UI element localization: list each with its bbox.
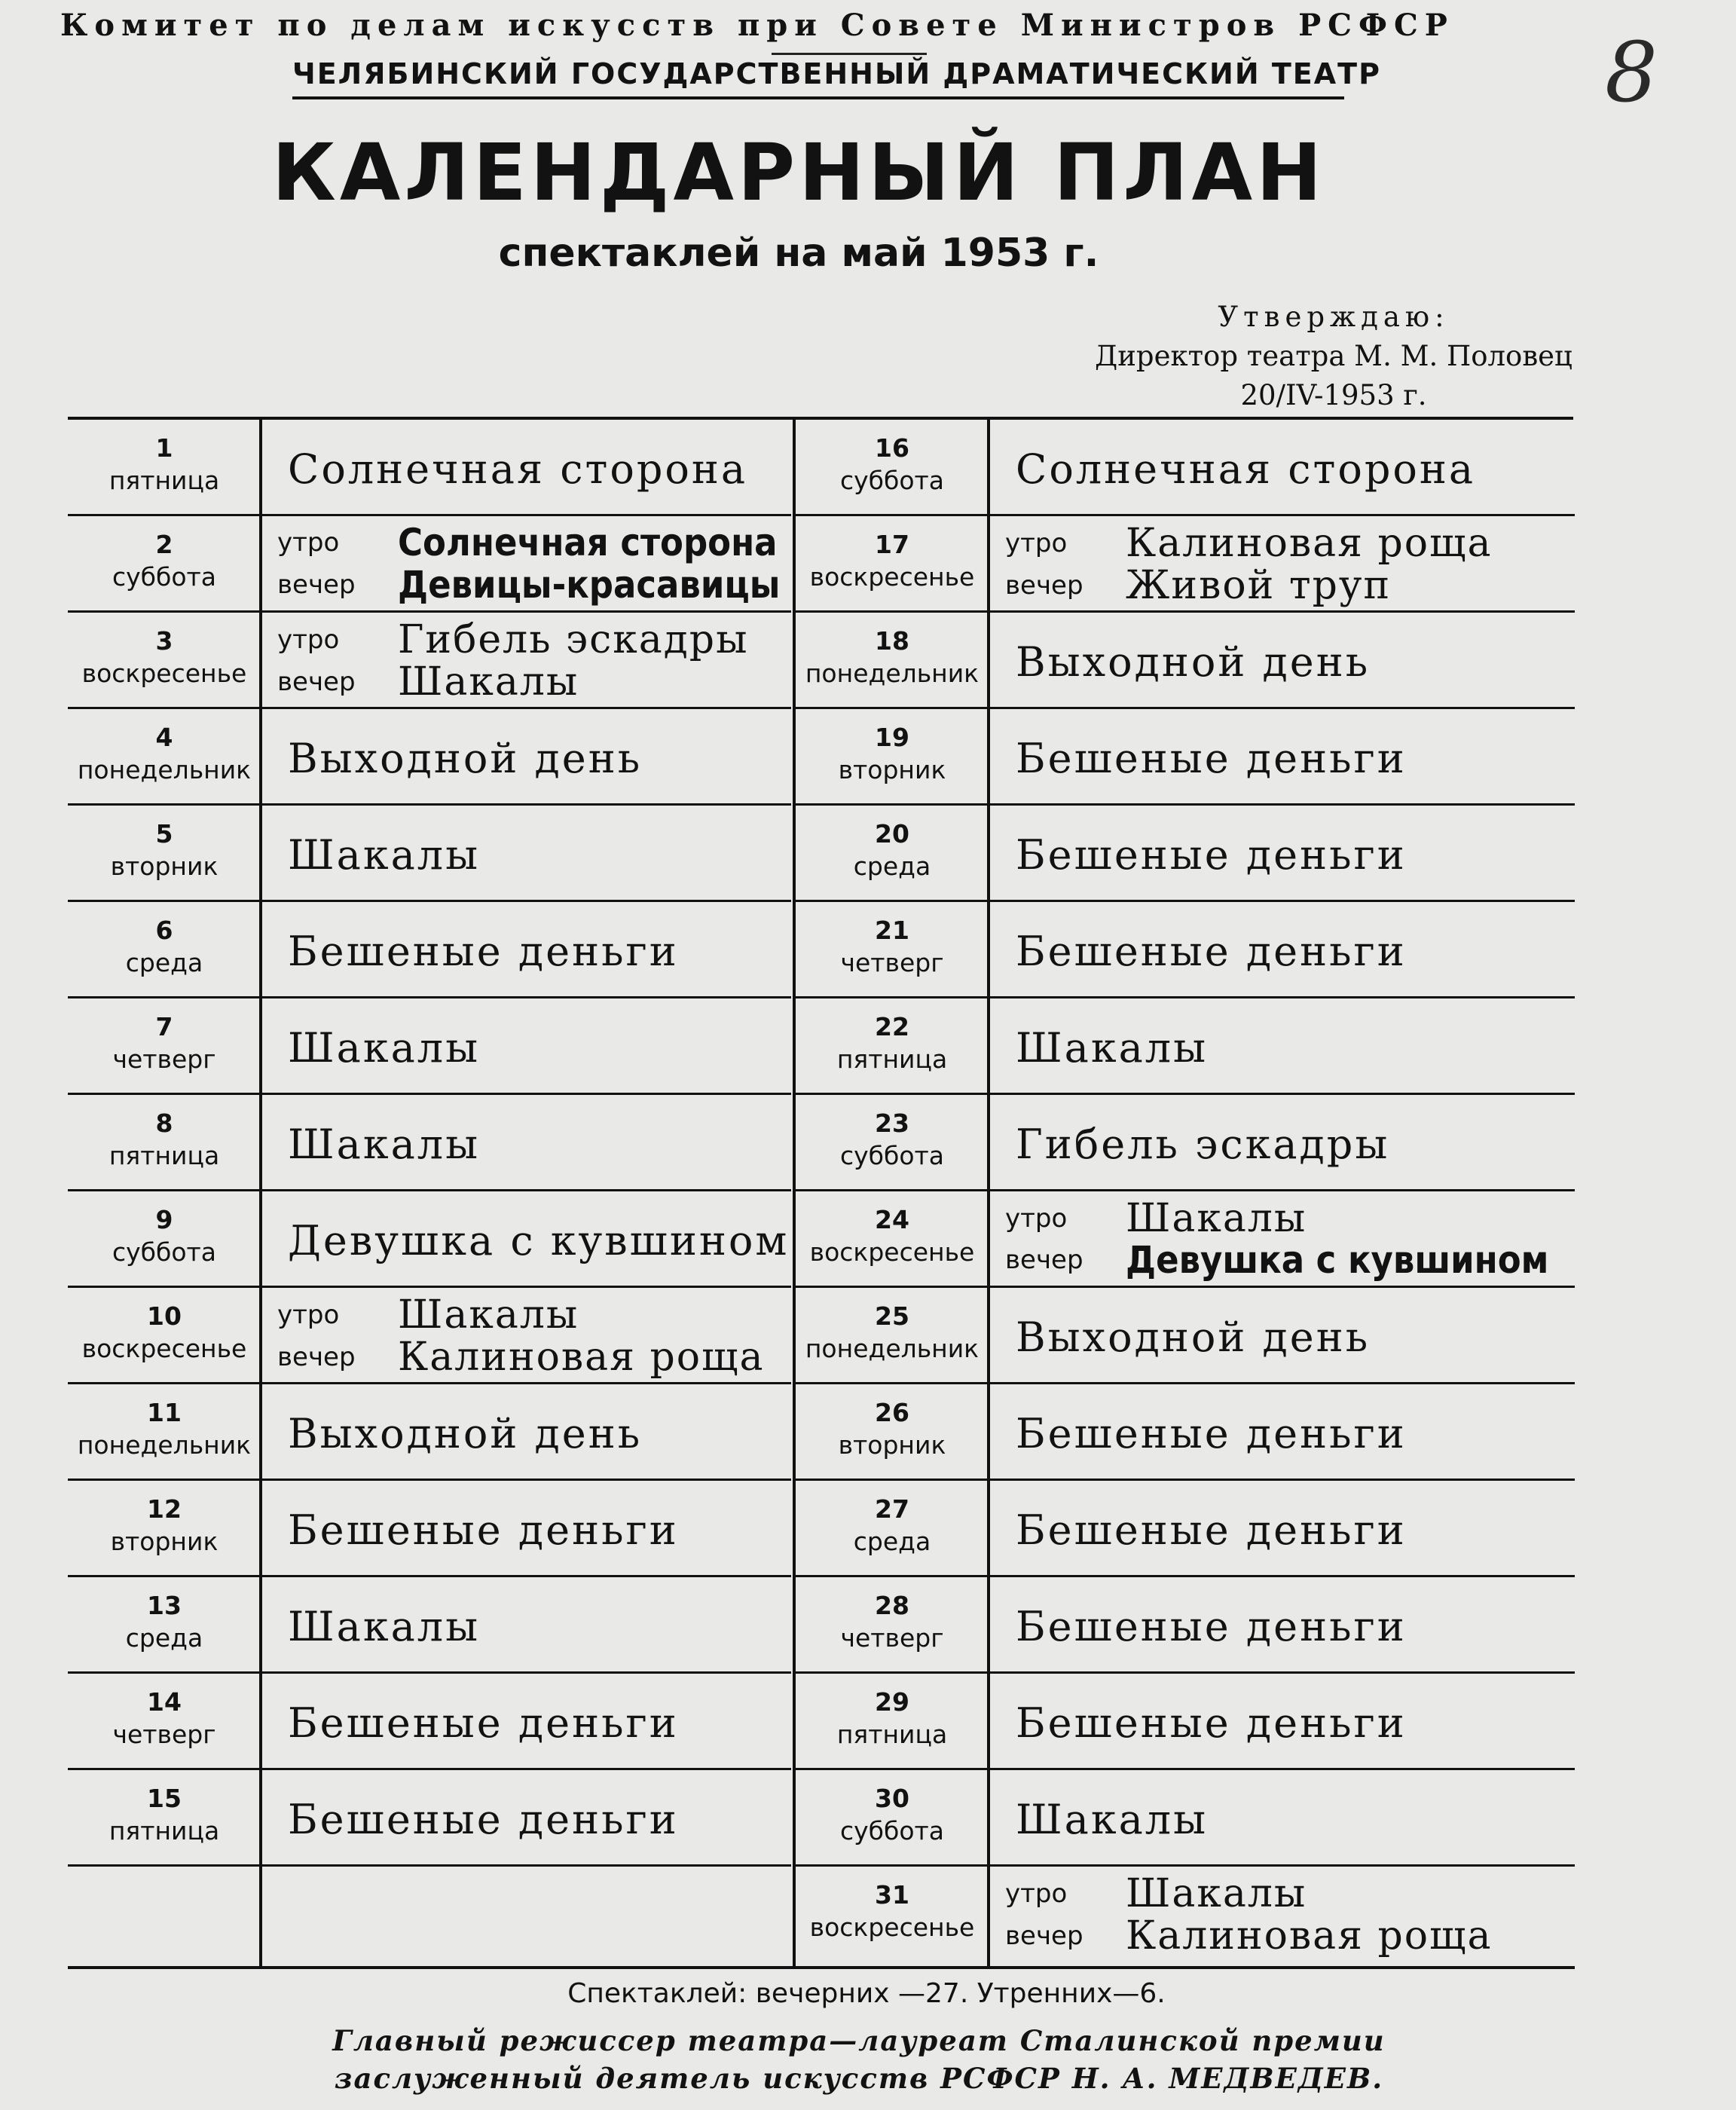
day-cell bbox=[796, 420, 989, 516]
morning-performance-title: Шакалы bbox=[1126, 1871, 1307, 1916]
performance-title: Выходной день bbox=[1016, 638, 1371, 686]
morning-performance-title: Шакалы bbox=[1126, 1196, 1307, 1241]
schedule-column-right bbox=[796, 420, 1575, 1963]
weekday: вторник bbox=[838, 755, 946, 784]
day-cell bbox=[68, 806, 261, 902]
ministry-underline bbox=[772, 53, 927, 55]
day-cell bbox=[796, 709, 989, 806]
weekday: суббота bbox=[112, 1237, 216, 1267]
weekday: четверг bbox=[112, 1720, 216, 1749]
schedule-row bbox=[68, 1674, 791, 1770]
day-number: 13 bbox=[147, 1591, 182, 1620]
performance-title: Бешеные деньги bbox=[1016, 831, 1407, 879]
day-number: 29 bbox=[875, 1687, 909, 1717]
day-cell bbox=[796, 902, 989, 998]
day-number: 30 bbox=[875, 1784, 909, 1813]
schedule-column-left bbox=[68, 420, 791, 1963]
evening-label: вечер bbox=[1005, 1245, 1083, 1275]
performance-title: Бешеные деньги bbox=[288, 1796, 679, 1843]
table-bottom-rule bbox=[68, 1966, 1575, 1969]
day-cell bbox=[68, 1095, 261, 1191]
performance-title: Бешеные деньги bbox=[1016, 1699, 1407, 1747]
day-number: 7 bbox=[155, 1012, 173, 1041]
day-number: 8 bbox=[155, 1109, 173, 1138]
performance-title: Шакалы bbox=[288, 1603, 481, 1650]
morning-label: утро bbox=[1005, 528, 1068, 558]
day-number: 18 bbox=[875, 626, 909, 656]
day-number: 28 bbox=[875, 1591, 909, 1620]
weekday: среда bbox=[853, 852, 931, 881]
weekday: пятница bbox=[108, 1141, 220, 1170]
day-cell bbox=[68, 1288, 261, 1384]
day-cell bbox=[796, 1770, 989, 1867]
day-number: 15 bbox=[147, 1784, 182, 1813]
day-cell bbox=[68, 613, 261, 709]
weekday: понедельник bbox=[805, 659, 980, 688]
schedule-row bbox=[796, 1095, 1575, 1191]
performance-title: Выходной день bbox=[288, 735, 643, 782]
schedule-row bbox=[68, 1384, 791, 1481]
weekday: пятница bbox=[836, 1720, 948, 1749]
weekday: понедельник bbox=[805, 1334, 980, 1363]
theatre-name: ЧЕЛЯБИНСКИЙ ГОСУДАРСТВЕННЫЙ ДРАМАТИЧЕСКИЙ ТЕАТР bbox=[292, 57, 1381, 90]
weekday: среда bbox=[125, 948, 203, 977]
performance-title: Солнечная сторона bbox=[1016, 445, 1476, 493]
performance-title: Бешеные деньги bbox=[288, 928, 679, 975]
schedule-row bbox=[68, 902, 791, 998]
day-cell bbox=[68, 420, 261, 516]
day-number: 5 bbox=[155, 819, 173, 849]
evening-performance-title: Живой труп bbox=[1126, 563, 1392, 608]
page-subtitle: спектаклей на май 1953 г. bbox=[498, 231, 1099, 276]
approval-director: Директор театра М. М. Половец bbox=[1095, 340, 1572, 372]
evening-label: вечер bbox=[1005, 570, 1083, 601]
schedule-row bbox=[796, 1867, 1575, 1963]
morning-label: утро bbox=[277, 528, 340, 558]
weekday: четверг bbox=[840, 1623, 944, 1653]
day-number: 23 bbox=[875, 1109, 909, 1138]
approval-heading: Утверждаю: bbox=[1218, 301, 1450, 333]
performance-title: Бешеные деньги bbox=[1016, 1603, 1407, 1650]
evening-performance-title: Девушка с кувшином bbox=[1126, 1238, 1549, 1282]
day-cell bbox=[796, 806, 989, 902]
schedule-row bbox=[796, 1191, 1575, 1288]
day-number: 11 bbox=[147, 1398, 182, 1427]
weekday: вторник bbox=[110, 852, 219, 881]
schedule-row bbox=[796, 1481, 1575, 1577]
schedule-row bbox=[68, 420, 791, 516]
performance-title: Бешеные деньги bbox=[1016, 1506, 1407, 1554]
director-credit-line1: Главный режиссер театра—лауреат Сталинской премии bbox=[332, 2024, 1386, 2057]
schedule-row bbox=[68, 1577, 791, 1674]
schedule-row bbox=[68, 709, 791, 806]
day-number: 10 bbox=[147, 1301, 182, 1331]
weekday: понедельник bbox=[77, 1430, 252, 1460]
weekday: вторник bbox=[838, 1430, 946, 1460]
performance-title: Бешеные деньги bbox=[288, 1506, 679, 1554]
evening-performance-title: Шакалы bbox=[398, 659, 579, 705]
day-number: 31 bbox=[875, 1880, 909, 1910]
morning-performance-title: Шакалы bbox=[398, 1292, 579, 1338]
weekday: пятница bbox=[836, 1044, 948, 1074]
day-cell bbox=[68, 1191, 261, 1288]
weekday: воскресенье bbox=[81, 659, 247, 688]
morning-label: утро bbox=[277, 1300, 340, 1330]
morning-performance-title: Калиновая роща bbox=[1126, 521, 1493, 566]
performance-title: Шакалы bbox=[288, 1121, 481, 1168]
schedule-row bbox=[68, 1095, 791, 1191]
weekday: суббота bbox=[839, 1816, 944, 1845]
schedule-row bbox=[796, 998, 1575, 1095]
schedule-row bbox=[68, 1191, 791, 1288]
day-number: 17 bbox=[875, 530, 909, 559]
day-cell bbox=[68, 1674, 261, 1770]
performance-title: Бешеные деньги bbox=[288, 1699, 679, 1747]
morning-performance-title: Гибель эскадры bbox=[398, 617, 749, 662]
performance-title: Бешеные деньги bbox=[1016, 928, 1407, 975]
evening-performance-title: Калиновая роща bbox=[398, 1335, 765, 1380]
weekday: суббота bbox=[839, 466, 944, 495]
weekday: четверг bbox=[112, 1044, 216, 1074]
day-number: 25 bbox=[875, 1301, 909, 1331]
schedule-row bbox=[796, 1674, 1575, 1770]
day-number: 26 bbox=[875, 1398, 909, 1427]
weekday: среда bbox=[853, 1527, 931, 1556]
weekday: воскресенье bbox=[809, 1237, 975, 1267]
day-cell bbox=[796, 1288, 989, 1384]
performance-totals: Спектаклей: вечерних —27. Утренних—6. bbox=[567, 1978, 1166, 2009]
day-number: 9 bbox=[155, 1205, 173, 1234]
weekday: понедельник bbox=[77, 755, 252, 784]
performance-title: Солнечная сторона bbox=[288, 445, 748, 493]
day-cell bbox=[796, 1384, 989, 1481]
day-number: 12 bbox=[147, 1494, 182, 1524]
evening-label: вечер bbox=[277, 570, 356, 600]
schedule-row bbox=[796, 516, 1575, 613]
day-number: 16 bbox=[875, 433, 909, 463]
page-title: КАЛЕНДАРНЫЙ ПЛАН bbox=[271, 127, 1326, 219]
performance-title: Бешеные деньги bbox=[1016, 735, 1407, 782]
day-cell bbox=[68, 1481, 261, 1577]
schedule-row bbox=[796, 806, 1575, 902]
day-cell bbox=[796, 1481, 989, 1577]
weekday: воскресенье bbox=[809, 1913, 975, 1942]
performance-title: Девушка с кувшином bbox=[288, 1217, 790, 1264]
day-cell bbox=[796, 1095, 989, 1191]
performance-title: Шакалы bbox=[288, 1024, 481, 1072]
schedule-row bbox=[796, 1577, 1575, 1674]
weekday: пятница bbox=[108, 466, 220, 495]
day-cell bbox=[68, 1577, 261, 1674]
day-cell bbox=[796, 998, 989, 1095]
day-number: 3 bbox=[155, 626, 173, 656]
schedule-row bbox=[796, 1384, 1575, 1481]
day-number: 2 bbox=[155, 530, 173, 559]
schedule-row bbox=[68, 1770, 791, 1867]
evening-label: вечер bbox=[277, 667, 356, 697]
day-number: 19 bbox=[875, 723, 909, 752]
weekday: вторник bbox=[110, 1527, 219, 1556]
day-number: 4 bbox=[155, 723, 173, 752]
weekday: четверг bbox=[840, 948, 944, 977]
evening-performance-title: Девицы-красавицы bbox=[398, 563, 781, 607]
schedule-row bbox=[68, 806, 791, 902]
approval-date: 20/IV-1953 г. bbox=[1240, 379, 1427, 411]
day-cell bbox=[68, 1770, 261, 1867]
director-credit bbox=[256, 2022, 1462, 2097]
evening-label: вечер bbox=[277, 1342, 356, 1372]
day-number: 21 bbox=[875, 916, 909, 945]
day-cell bbox=[796, 516, 989, 613]
morning-label: утро bbox=[1005, 1879, 1068, 1909]
performance-title: Шакалы bbox=[1016, 1024, 1209, 1072]
performance-title: Шакалы bbox=[1016, 1796, 1209, 1843]
day-cell bbox=[796, 1674, 989, 1770]
weekday: воскресенье bbox=[81, 1334, 247, 1363]
day-number: 1 bbox=[155, 433, 173, 463]
schedule-row bbox=[796, 902, 1575, 998]
day-number: 6 bbox=[155, 916, 173, 945]
day-cell bbox=[796, 1867, 989, 1963]
day-cell bbox=[796, 1577, 989, 1674]
weekday: суббота bbox=[112, 562, 216, 592]
day-number: 24 bbox=[875, 1205, 909, 1234]
schedule-row-empty bbox=[68, 1867, 791, 1963]
schedule-row bbox=[68, 1288, 791, 1384]
performance-title: Бешеные деньги bbox=[1016, 1410, 1407, 1457]
day-cell bbox=[796, 613, 989, 709]
evening-performance-title: Калиновая роща bbox=[1126, 1913, 1493, 1959]
day-number: 20 bbox=[875, 819, 909, 849]
schedule-row bbox=[796, 420, 1575, 516]
performance-title: Гибель эскадры bbox=[1016, 1121, 1390, 1168]
morning-label: утро bbox=[277, 625, 340, 655]
theatre-underline bbox=[292, 96, 1344, 99]
day-cell bbox=[796, 1191, 989, 1288]
day-cell bbox=[68, 998, 261, 1095]
weekday: суббота bbox=[839, 1141, 944, 1170]
handwritten-page-number: 8 bbox=[1605, 24, 1658, 121]
day-number: 27 bbox=[875, 1494, 909, 1524]
morning-label: утро bbox=[1005, 1203, 1068, 1234]
schedule-row bbox=[796, 1288, 1575, 1384]
day-cell bbox=[68, 902, 261, 998]
performance-title: Выходной день bbox=[1016, 1313, 1371, 1361]
approval-block bbox=[1040, 298, 1628, 415]
schedule-row bbox=[68, 998, 791, 1095]
schedule-row bbox=[68, 613, 791, 709]
ministry-header: Комитет по делам искусств при Совете Министров РСФСР bbox=[60, 8, 1454, 43]
performance-title: Шакалы bbox=[288, 831, 481, 879]
day-number: 22 bbox=[875, 1012, 909, 1041]
director-credit-line2: заслуженный деятель искусств РСФСР Н. А. МЕДВЕДЕВ. bbox=[334, 2062, 1384, 2095]
evening-label: вечер bbox=[1005, 1921, 1083, 1951]
schedule-row bbox=[796, 1770, 1575, 1867]
weekday: среда bbox=[125, 1623, 203, 1653]
schedule-row bbox=[68, 516, 791, 613]
morning-performance-title: Солнечная сторона bbox=[398, 521, 778, 564]
day-cell bbox=[68, 709, 261, 806]
day-cell bbox=[68, 1384, 261, 1481]
weekday: пятница bbox=[108, 1816, 220, 1845]
schedule-row bbox=[796, 709, 1575, 806]
performance-title: Выходной день bbox=[288, 1410, 643, 1457]
day-number: 14 bbox=[147, 1687, 182, 1717]
weekday: воскресенье bbox=[809, 562, 975, 592]
schedule-row bbox=[796, 613, 1575, 709]
schedule-row bbox=[68, 1481, 791, 1577]
day-cell bbox=[68, 516, 261, 613]
